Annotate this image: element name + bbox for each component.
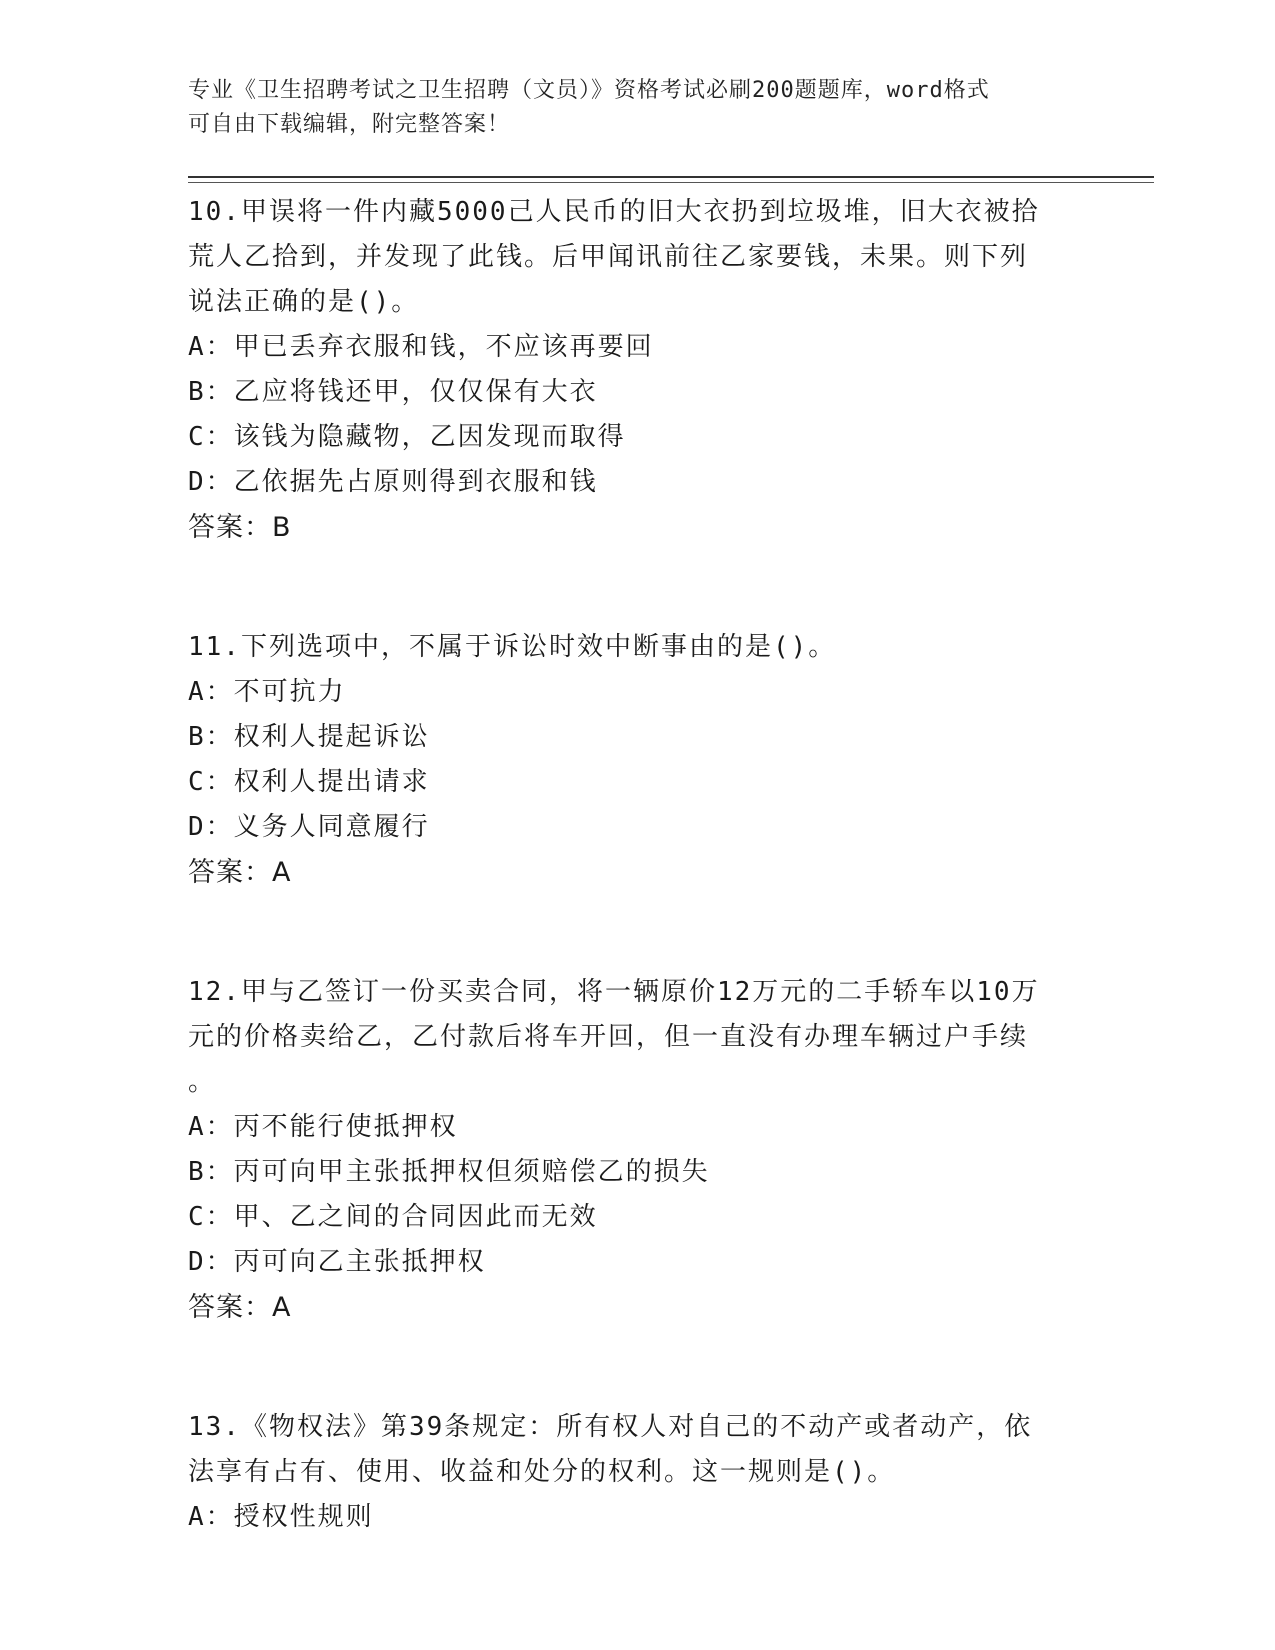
- question-stem-line: 说法正确的是()。: [188, 287, 420, 317]
- question-stem-line: 13.《物权法》第39条规定：所有权人对自己的不动产或者动产，依: [188, 1412, 1033, 1442]
- option-a: A：不可抗力: [188, 677, 346, 707]
- header-line-2: 可自由下载编辑，附完整答案！: [188, 112, 511, 137]
- header-line-1: 专业《卫生招聘考试之卫生招聘（文员）》资格考试必刷200题题库，word格式: [188, 78, 990, 103]
- option-b: B：乙应将钱还甲，仅仅保有大衣: [188, 377, 598, 407]
- question-11: [188, 625, 1088, 896]
- option-a: A：丙不能行使抵押权: [188, 1112, 458, 1142]
- option-b: B：权利人提起诉讼: [188, 722, 430, 752]
- header-divider-thin: [188, 182, 1154, 183]
- option-a: A：甲已丢弃衣服和钱，不应该再要回: [188, 332, 654, 362]
- question-spacer: [188, 1331, 1088, 1405]
- question-stem-line: 元的价格卖给乙，乙付款后将车开回，但一直没有办理车辆过户手续: [188, 1022, 1029, 1052]
- option-c: C：该钱为隐藏物，乙因发现而取得: [188, 422, 626, 452]
- option-d: D：丙可向乙主张抵押权: [188, 1247, 486, 1277]
- question-spacer: [188, 551, 1088, 625]
- question-list: [188, 190, 1088, 1540]
- question-stem-line: 法享有占有、使用、收益和处分的权利。这一规则是()。: [188, 1457, 896, 1487]
- option-d: D：义务人同意履行: [188, 812, 430, 842]
- option-d: D：乙依据先占原则得到衣服和钱: [188, 467, 598, 497]
- option-c: C：权利人提出请求: [188, 767, 430, 797]
- document-header: [188, 74, 1068, 142]
- answer-label: 答案：A: [188, 1292, 292, 1323]
- header-divider-thick: [188, 176, 1154, 178]
- question-stem-line: 10.甲误将一件内藏5000己人民币的旧大衣扔到垃圾堆，旧大衣被拾: [188, 197, 1040, 227]
- question-13: [188, 1405, 1088, 1540]
- question-spacer: [188, 896, 1088, 970]
- option-c: C：甲、乙之间的合同因此而无效: [188, 1202, 598, 1232]
- question-stem-line: 。: [188, 1067, 217, 1097]
- question-stem-line: 荒人乙拾到，并发现了此钱。后甲闻讯前往乙家要钱，未果。则下列: [188, 242, 1029, 272]
- question-stem-line: 12.甲与乙签订一份买卖合同，将一辆原价12万元的二手轿车以10万: [188, 977, 1040, 1007]
- answer-label: 答案：A: [188, 857, 292, 888]
- answer-label: 答案：B: [188, 512, 292, 543]
- question-10: [188, 190, 1088, 551]
- question-12: [188, 970, 1088, 1331]
- option-a: A：授权性规则: [188, 1502, 374, 1532]
- option-b: B：丙可向甲主张抵押权但须赔偿乙的损失: [188, 1157, 710, 1187]
- question-stem-line: 11.下列选项中，不属于诉讼时效中断事由的是()。: [188, 632, 837, 662]
